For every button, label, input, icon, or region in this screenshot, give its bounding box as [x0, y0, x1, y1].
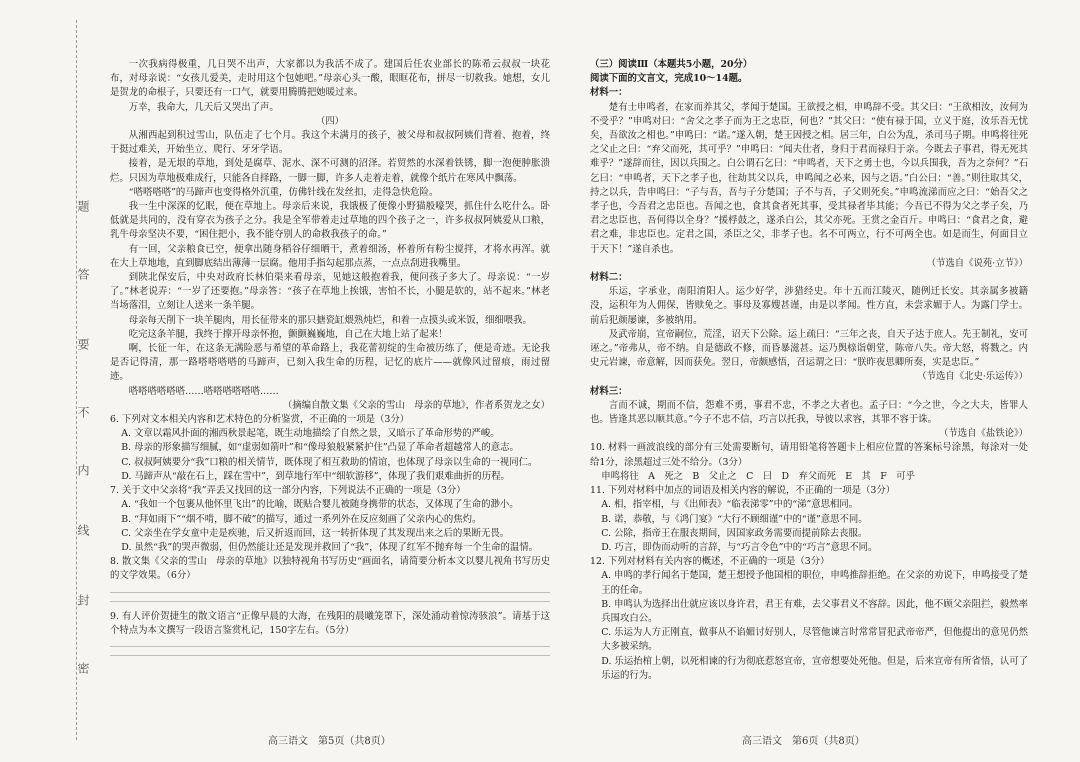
option-6d: D. 马蹄声从“敲在石上，踩在雪中”，到草地行军中“细软游移”，体现了我们艰难曲折的历程。 — [121, 470, 510, 482]
question-10-line[interactable]: 申鸣将往 A 死之 B 父止之 C 曰 D 弃父而死 E 其 F 可乎 — [601, 470, 915, 482]
question-12: 12. 下列对材料有关内容的概述，不正确的一项是（3分） — [590, 556, 830, 568]
option-11b: B. 诺，恭敬，与《鸿门宴》“大行不顾细谨”中的“谨”意思不同。 — [601, 513, 868, 525]
question-9: 9. 有人评价贺捷生的散文语言“正像早晨的大海，在残阳的晨曦笼罩下，深处涌动着惊涛骇浪”。请基于这个特点为本文撰写一段语言鉴赏札记，150字左右。（5分） — [110, 610, 550, 636]
passage-paragraph: 接着，是无垠的草地，到处是腐草、泥水、深不可测的沼泽。若贸然的水深着铁锈，脚一泡便肿胀溃烂。只因为草地极难成行，只能各自择路，一脚一脚，许多人走着走着，就像个纸片在寒风中飘荡。 — [110, 158, 550, 184]
option-7c: C. 父亲坐在学女童中走是疾驰，后又折返而回，这一转折体现了其发现出来之后的果断无畏。 — [121, 527, 510, 539]
question-6: 6. 下列对文本相关内容和艺术特色的分析鉴赏，不正确的一项是（3分） — [110, 414, 410, 426]
binding-line — [76, 20, 77, 740]
passage-paragraph: 有一回，父亲粮食已空，便拿出随身稻谷仔细晒干，煮着细汤，杯着所有粉尘搅拌，才将水再浑。就在大上草地地，直到脚底结出薄薄一层腐。他用手指勾起那点蒸，一点点刮进我嘴里。 — [110, 243, 550, 269]
option-7b: B. “拜如雨下”“烟不啃，脚不破”的描写，通过一系列外在反应刻画了父亲内心的焦灼。 — [121, 513, 482, 525]
material-source: （节选自《北史·乐运传》） — [917, 371, 1028, 383]
margin-label: 内 — [76, 464, 90, 476]
margin-label: 题 — [76, 200, 90, 212]
material-title: 材料一： — [590, 87, 628, 99]
option-12d: D. 乐运抬棺上朝，以死相谏的行为彻底惹怒宣帝，宣帝想要处死他。但是，后来宣帝有所省悟，认可了乐运的行为。 — [601, 655, 1028, 681]
option-11a: A. 相，指宰相，与《出师表》“临表涕零”中的“涕”意思相同。 — [601, 499, 859, 511]
material-title: 材料三： — [590, 385, 628, 397]
question-7: 7. 关于文中父亲将“我”弄丢又找回的这一部分内容，下列说法不正确的一项是（3分） — [110, 485, 466, 497]
material-text: 乐运，字承业，南阳淯阳人。运少好学，涉猎经史。年十五而江陵灭，随例迁长安。其亲属多被籍没，运积年为人佣保，皆赎免之。事母及寡嫂甚谨，由是以孝闻。性方直，未尝求媚于人。为露门学士。前后犯颜屡谏，多被纳用。 — [590, 286, 1028, 326]
answer-line[interactable] — [110, 601, 550, 602]
option-11c: C. 公除，指帝王在服丧期间，因国家政务需要而提前除去丧服。 — [601, 527, 868, 539]
question-11: 11. 下列对材料中加点的词语及相关内容的解说，不正确的一项是（3分） — [590, 485, 896, 497]
option-7d: D. 虽然“我”的哭声微弱，但仍然能让还是发现并救回了“我”，体现了红军不抛弃每一个生命的温情。 — [121, 541, 538, 553]
margin-label: 封 — [76, 594, 90, 606]
option-12a: A. 申鸣的孝行闻名于楚国，楚王想授予他国相的职位，申鸣推辞拒绝。在父亲的劝说下，申鸣接受了楚王的任命。 — [601, 570, 1028, 596]
passage-paragraph: 一次我病得极重，几日哭不出声，大家都以为我活不成了。建国后任农业部长的陈希云叔叔一块花布，对母亲说：“女孩儿爱美，走时用这个包她吧。”母亲心头一酸，眼眶花布，拼尽一切救我。她想，女儿是贺龙的命根子，只要还有一口气，就要用腾腾把她暖过来。 — [110, 59, 550, 99]
answer-line[interactable] — [110, 646, 550, 647]
passage-paragraph: 万幸，我命大，几天后又哭出了声。 — [128, 101, 279, 113]
question-8: 8. 散文集《父亲的雪山 母亲的草地》以独特视角书写历史“画面名，请简要分析本文以婴儿视角书写历史的文学效果。（6分） — [110, 556, 550, 582]
option-12b: B. 申鸣认为选择出仕就应该以身许君，君王有难，去父事君义不容辞。因此，他不顾父亲阻拦，毅然率兵围攻白公。 — [601, 598, 1028, 624]
section-instruction: 阅读下面的文言文，完成10～14题。 — [590, 73, 748, 85]
passage-source: （摘编自散文集《父亲的雪山 母亲的草地》，作者系贺龙之女） — [282, 399, 550, 411]
section-mark: （四） — [315, 115, 345, 127]
page-footer: 高三语文 第5页（共8页） — [268, 736, 391, 747]
passage-paragraph: 吃完这条羊腿，我终于撑开母亲怀抱，颤颤巍巍地，自己在大地上站了起来！ — [128, 328, 448, 340]
material-source: （节选自《说苑·立节》） — [926, 257, 1028, 269]
passage-paragraph: 母亲每天削下一块羊腿肉，用长征带来的那只搪瓷缸煨熟炖烂，和着一点摸头或米饭，细细喂我。 — [128, 314, 532, 326]
material-source: （节选自《盐铁论》） — [938, 428, 1028, 440]
passage-paragraph: “嗒嗒嗒嗒”的马蹄声也变得格外沉重，仿佛针线在发丝扣，走得急快危险。 — [128, 186, 439, 198]
margin-label: 要 — [76, 338, 90, 350]
option-7a: A. “我如一个包裹从他怀里飞出”的比喻，既贴合婴儿被随身携带的状态，又体现了生命的渺小。 — [121, 499, 519, 511]
material-text: 楚有士申鸣者，在家而养其父，孝闻于楚国。王欲授之相，申鸣辞不受。其父曰：“王欲相汝，汝何为不受乎？”申鸣对曰：“舍父之孝子而为王之忠臣，何也？”其父曰：“使有禄于国，立义于庭，汝乐吾无忧矣，吾欲汝之相也。”申鸣曰：“诺。”遂入朝，楚王因授之相。居三年，白公为乱，杀司马子期。申鸣将往死之父止之曰：“弃父而死，其可乎？”申鸣曰：“闻夫仕者，身归于君而禄归于亲。今既去子事君，得无死其难乎？”遂辞而往，因以兵围之。白公谓石乞曰：“申鸣者，天下之勇士也，今以兵围我，吾为之奈何？”石乞曰：“申鸣者，天下之孝子也，往劫其父以兵，申鸣闻之必来，因与之语。”白公曰：“善。”则往取其父，持之以兵，告申鸣曰：“子与吾，吾与子分楚国；子不与吾，子父则死矣。”申鸣流涕而应之曰：“始吾父之孝子也，今吾君之忠臣也。吾闻之也，食其食者死其事，受其禄者毕其能；今吾已不得为父之孝子矣，乃君之忠臣也，吾何得以全身？”援桴鼓之，遂杀白公，其父亦死。王赏之金百斤。申鸣曰：“食君之食，避君之难，非忠臣也。定君之国，杀臣之父，非孝子也。名不可两立，行不可两全也。如是而生，何面目立于天下！”遂自杀也。 — [590, 101, 1028, 255]
option-11d: D. 巧言，即伪而动听的言辞，与“巧言令色”中的“巧言”意思不同。 — [601, 541, 878, 553]
passage-paragraph: 从湘西起到积过雪山，队伍走了七个月。我这个未满月的孩子，被父母和叔叔阿姨们背着、抱着，终于挺过难关，开始坐立、爬行、牙牙学语。 — [110, 130, 550, 156]
material-title: 材料二： — [590, 272, 628, 284]
material-text: 言而不诚，期而不信，怨难不勇，事君不忠，不孝之大者也。孟子曰：“今之世，今之大夫，皆罪人也。皆逢其恶以顺其意。”今子不忠不信，巧言以托我，导彼以求容，其罪不容于诛。 — [590, 399, 1028, 426]
option-6b: B. 母亲的形象描写细腻，如“虚弱如箭叶”和“像母狼般紧紧护住”凸显了革命者超越常人的意志。 — [121, 442, 519, 454]
passage-paragraph: 到陕北保安后，中央对政府长林伯渠来看母亲，见她这般抱着我，便问孩子多大了。母亲说：“一岁了。”林老说弄：“一岁了还要抱。”母亲答：“孩子在草地上挨饿，害怕不长，小腿是软的，站不起来。”林老当场落泪，立刻让人送来一条羊腿。 — [110, 272, 550, 312]
left-page — [110, 58, 550, 664]
page-footer: 高三语文 第6页（共8页） — [742, 736, 865, 747]
section-title: （三）阅读Ⅲ（本题共5小题，20分） — [590, 59, 753, 70]
passage-paragraph: 啊，长征一年，在这条无满险恶与希望的革命路上，我花蕾初绽的生命被历练了，便是奇迹。无论我是否记得清，那一路嗒嗒嗒嗒的马蹄声，已刻入我生命的历程，记忆的底片——就像风过留痕，雨过留迹。 — [110, 343, 550, 383]
passage-paragraph: 我一生中深深的忆眠，便在草地上。母亲后来说，我饿极了便像小野猫般嚎哭，抓住什么吃什么。卧低就是共同的，没有穿衣为孩子之分。我是全军带着走过草地的四个孩子之一，许多叔叔阿姨爱从口粮，乳牛母亲坚决不要，“困住把小，我不能夺别人的命救我孩子的命。” — [110, 201, 550, 241]
passage-paragraph: 嗒嗒嗒嗒嗒嗒……嗒嗒嗒嗒嗒嗒…… — [128, 385, 279, 397]
margin-label: 答 — [76, 268, 90, 280]
right-page — [590, 58, 1028, 683]
answer-line[interactable] — [110, 592, 550, 593]
answer-line[interactable] — [110, 655, 550, 656]
option-6c: C. 叔叔阿姨要分“我”口粮的相关情节，既体现了相互救助的情谊，也体现了母亲以生命的一视同仁。 — [121, 456, 538, 468]
margin-label: 不 — [76, 406, 90, 418]
question-10: 10. 材料一画波浪线的部分有三处需要断句，请用铅笔将答题卡上相应位置的答案标号涂黑，每涂对一处给1分，涂黑超过三处不给分。（3分） — [590, 442, 1028, 468]
option-12c: C. 乐运为人方正刚直，做事从不谄媚讨好别人，尽管他谏言时常常冒犯武帝帝严，但他提出的意见仍然大多被采纳。 — [601, 627, 1028, 653]
material-text: 及武帝崩，宣帝嗣位，荒淫，诏天下公除。运上疏曰：“三年之丧，自天子达于庶人。先王制礼，安可诬之。”帝弗从，帝不纳。自是德政不修，而昏暴滋甚。运乃舆榇诣朝堂，陈帝八失。帝大怒，将戮之。内史元岩谏，帝意解，因而获免。翌日，帝颇感悟，召运谓之曰：“朕昨夜思卿所奏，实是忠臣。” — [590, 328, 1028, 369]
option-6a: A. 文章以霜风扑面的湘西秋景起笔，既生动地描绘了自然之景，又暗示了革命形势的严峻。 — [121, 428, 500, 440]
margin-label: 密 — [76, 662, 90, 674]
margin-label: 线 — [76, 524, 90, 536]
